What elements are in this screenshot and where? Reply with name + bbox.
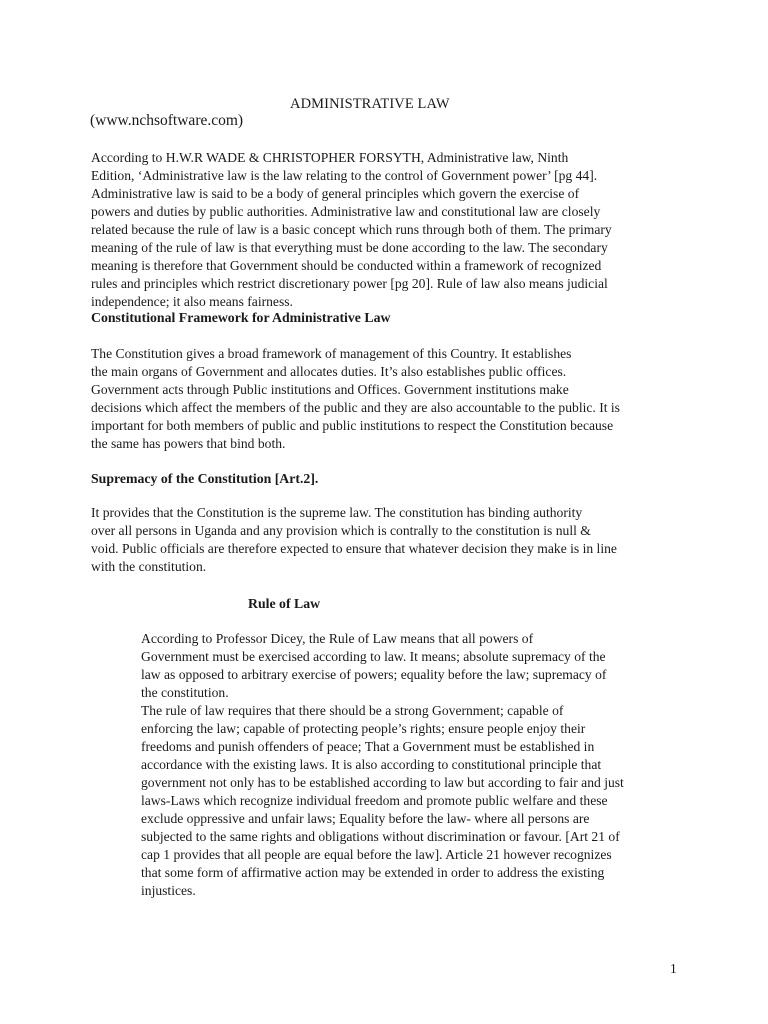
- document-source: (www.nchsoftware.com): [90, 112, 244, 129]
- section-heading-supremacy: Supremacy of the Constitution [Art.2].: [91, 471, 319, 486]
- section-heading-constitutional-framework: Constitutional Framework for Administrative Law: [91, 310, 391, 325]
- document-title: ADMINISTRATIVE LAW: [290, 96, 450, 112]
- rule-of-law-paragraph-requirements: The rule of law requires that there should be a strong Government; capable of enforcing the law; capable of protecting people’s rights; ensure people enjoy their freedoms and punish offenders of peace; That a Government must be established in accordance with the existing laws. It is also according to constitutional principle that government not only has to be established according to law but according to fair and just laws-Laws which recognize individual freedom and promote public welfare and these exclude oppressive and unfair laws; Equality before the law- where all persons are subjected to the same rights and obligations without discrimination or favour. [Art 21 of cap 1 provides that all people are equal before the law]. Article 21 however recognizes that some form of affirmative action may be extended in order to address the existing injustices.: [141, 703, 624, 898]
- supremacy-paragraph: It provides that the Constitution is the supreme law. The constitution has binding authority over all persons in Uganda and any provision which is contrally to the constitution is null & void. Public officials are therefore expected to ensure that whatever decision they make is in line with the constitution.: [91, 505, 617, 574]
- rule-of-law-paragraph-dicey: According to Professor Dicey, the Rule of Law means that all powers of Government must be exercised according to law. It means; absolute supremacy of the law as opposed to arbitrary exercise of powers; equality before the law; supremacy of the constitution.: [141, 631, 607, 700]
- page-number: 1: [670, 961, 677, 976]
- section-heading-rule-of-law: Rule of Law: [248, 596, 321, 611]
- intro-paragraph: According to H.W.R WADE & CHRISTOPHER FORSYTH, Administrative law, Ninth Edition, ‘Administrative law is the law relating to the control of Government power’ [pg 44]. Administrative law is said to be a body of general principles which govern the exercise of powers and duties by public authorities. Administrative law and constitutional law are closely related because the rule of law is a basic concept which runs through both of them. The primary meaning of the rule of law is that everything must be done according to the law. The secondary meaning is therefore that Government should be conducted within a framework of recognized rules and principles which restrict discretionary power [pg 20]. Rule of law also means judicial independence; it also means fairness.: [91, 150, 612, 309]
- constitutional-framework-paragraph: The Constitution gives a broad framework of management of this Country. It establishes the main organs of Government and allocates duties. It’s also establishes public offices. Government acts through Public institutions and Offices. Government institutions make decisions which affect the members of the public and they are also accountable to the public. It is important for both members of public and public institutions to respect the Constitution because the same has powers that bind both.: [91, 346, 620, 451]
